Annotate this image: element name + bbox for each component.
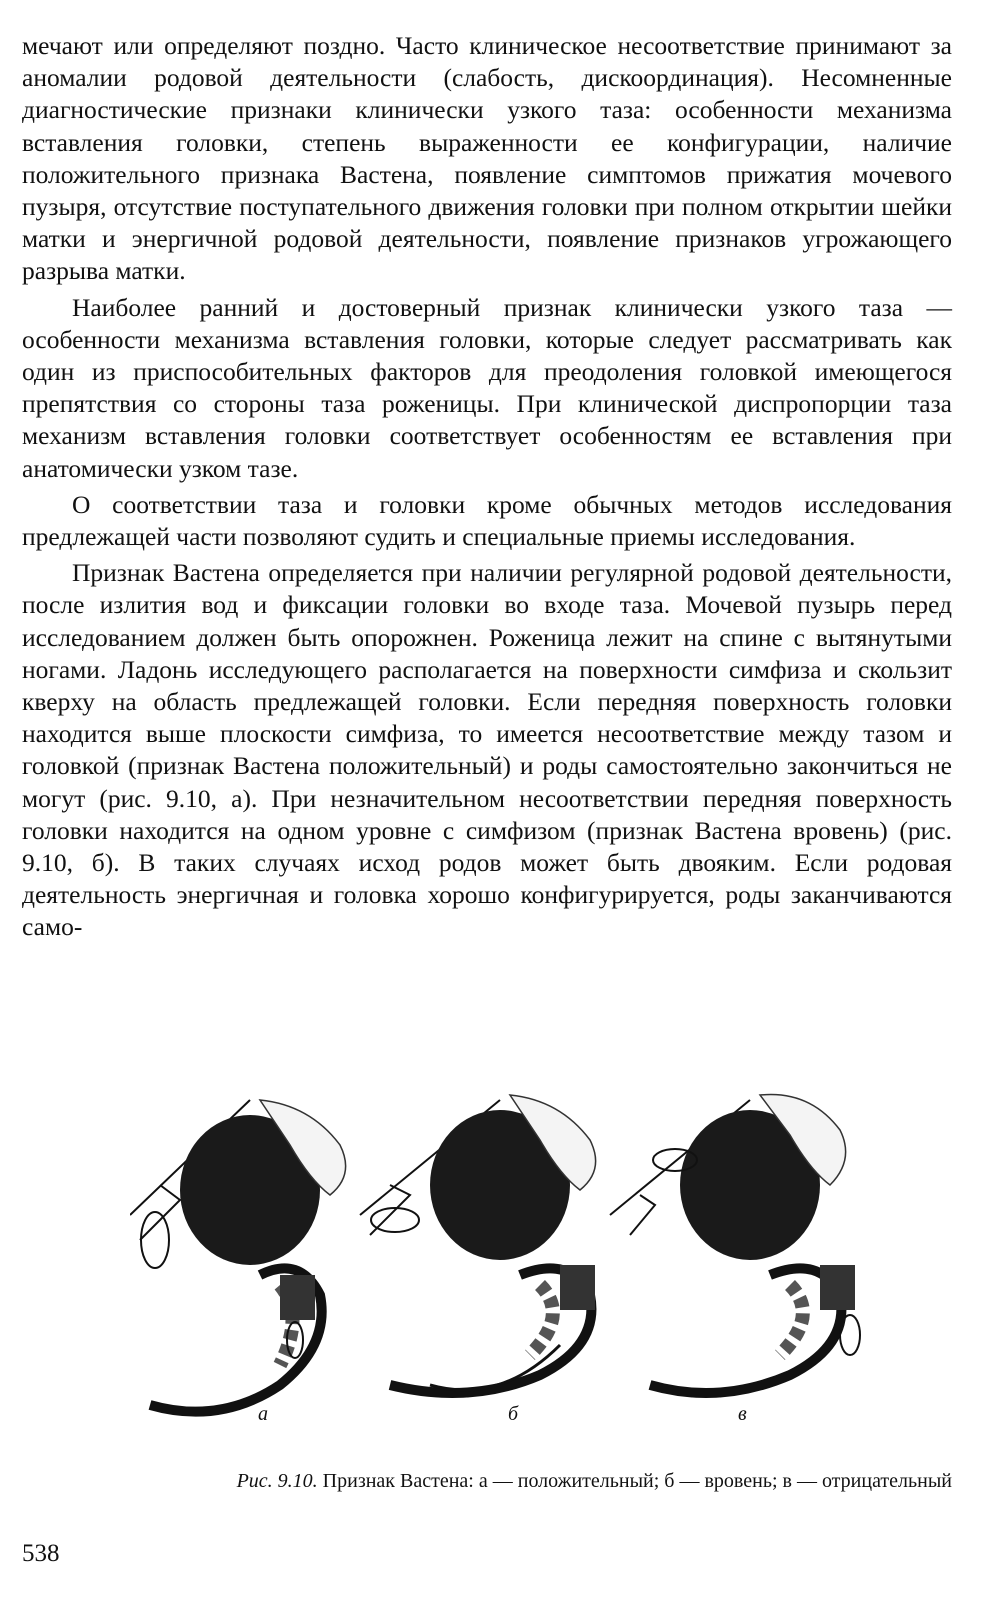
figure-panel-a xyxy=(130,1100,346,1412)
figure-panel-c xyxy=(610,1094,860,1393)
paragraph-1: мечают или определяют поздно. Часто клиническое несоответствие принимают за аномалии родовой деятельности (слабость, дискоординация). Несомненные диагностические признаки клинически узкого таза: особенности механизма вставления головки, степень выраженности ее конфигурации, наличие положительного признака Вастена, появление симптомов прижатия мочевого пузыря, отсутствие поступательного движения головки при полном открытии шейки матки и энергичной родовой деятельности, появление признаков угрожающего разрыва матки. xyxy=(22,31,952,286)
figure-caption-label: Рис. 9.10. xyxy=(236,1470,318,1492)
paragraph-2: Наиболее ранний и достоверный признак клинически узкого таза — особенности механизма вставления головки, которые следует рассматривать как один из приспособительных факторов для преодоления головкой имеющегося препятствия со стороны таза роженицы. При клинической диспропорции таза механизм вставления головки соответствует особенностям ее вставления при анатомически узком тазе. xyxy=(22,292,952,483)
panel-label-b: б xyxy=(508,1403,519,1425)
paragraph-4: Признак Вастена определяется при наличии регулярной родовой деятельности, после излития вод и фиксации головки во входе таза. Мочевой пузырь перед исследованием должен быть опорожнен. Роженица лежит на спине с вытянутыми ногами. Ладонь исследующего располагается на поверхности симфиза и скользит кверху на область предлежащей головки. Если передняя поверхность головки находится выше плоскости симфиза, то имеется несоответствие между тазом и головкой (признак Вастена положительный) и роды самостоятельно закончиться не могут (рис. 9.10, а). При незначительном несоответствии передняя поверхность головки находится на одном уровне с симфизом (признак Вастена вровень) (рис. 9.10, б). В таких случаях исход родов может быть двояким. Если родовая деятельность энергичная и головка хорошо конфигурируется, роды заканчиваются само- xyxy=(22,558,952,942)
page-number: 538 xyxy=(22,1540,60,1567)
figure-caption-text: Признак Вастена: а — положительный; б — вровень; в — отрицательный xyxy=(322,1470,952,1492)
figure-vasten-sign xyxy=(130,1085,960,1435)
figure-caption xyxy=(22,1470,952,1493)
panel-label-c: в xyxy=(738,1403,747,1425)
figure-panel-b xyxy=(360,1095,596,1393)
figure-illustration xyxy=(130,1085,960,1435)
panel-label-a: а xyxy=(258,1403,268,1425)
paragraph-3: О соответствии таза и головки кроме обычных методов исследования предлежащей части позволяют судить и специальные приемы исследования. xyxy=(22,489,952,552)
body-text xyxy=(22,30,952,948)
